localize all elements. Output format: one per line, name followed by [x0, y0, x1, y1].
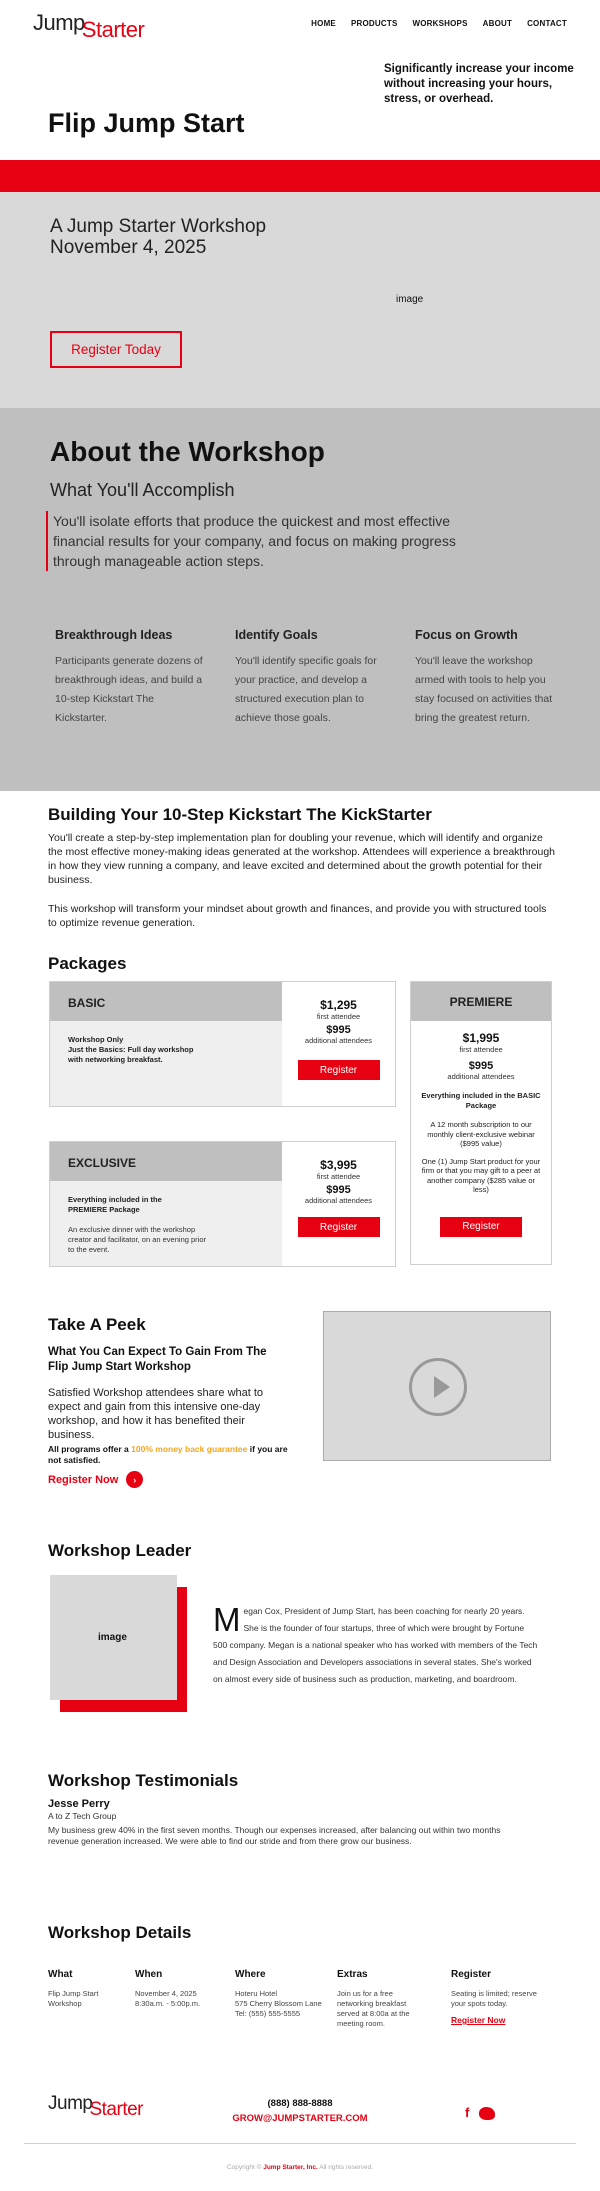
note-post: if you are not satisfied. [48, 1444, 288, 1465]
column-title: Focus on Growth [415, 628, 518, 642]
detail-heading: What [48, 1969, 73, 1980]
package-price-additional: $995 [468, 1060, 494, 1072]
building-section [0, 791, 600, 951]
price-note-additional: additional attendees [304, 1036, 373, 1045]
premiere-item-2: One (1) Jump Start product for your firm or that you may gift to a peer at another company ($285 value or less) [421, 1156, 541, 1194]
package-description-extra: An exclusive dinner with the workshop creator and facilitator, on an evening prior to the event. [68, 1225, 206, 1254]
detail-when [135, 1969, 225, 2009]
leader-photo [50, 1575, 177, 1700]
package-name: PREMIERE [411, 982, 551, 1021]
package-info [50, 982, 282, 1106]
testimonials-title: Workshop Testimonials [48, 1771, 239, 1790]
detail-text: Hoteru Hotel 575 Cherry Blossom Lane Tel: (555) 555-5555 [235, 1989, 322, 2018]
peek-subtitle: What You Can Expect To Gain From The Flip Jump Start Workshop [48, 1346, 267, 1373]
nav-about[interactable]: ABOUT [482, 19, 513, 28]
about-column [55, 628, 205, 728]
logo-part1: Jump [33, 10, 85, 35]
column-text: You'll identify specific goals for your practice, and develop a structured execution plan to achieve those goals. [235, 655, 377, 724]
detail-what [48, 1969, 123, 2009]
package-description: Everything included in the PREMIERE Package [68, 1195, 162, 1214]
detail-text: November 4, 2025 8:30a.m. - 5:00p.m. [135, 1989, 201, 2008]
testimonial-company: A to Z Tech Group [48, 1811, 117, 1821]
detail-heading: When [135, 1969, 163, 1980]
package-price-additional: $995 [326, 1184, 351, 1196]
play-icon[interactable] [409, 1358, 467, 1416]
building-paragraph-2: This workshop will transform your mindset about growth and finances, and provide you with structured tools to optimize revenue generation. [48, 903, 547, 929]
register-exclusive-button[interactable]: Register [298, 1217, 380, 1237]
package-pricing [282, 982, 395, 1106]
package-basic [49, 981, 396, 1107]
logo-part2: Starter [81, 17, 145, 42]
price-note: first attendee [316, 1012, 361, 1021]
about-quote: You'll isolate efforts that produce the quickest and most effective financial results for your company, and focus on making progress through manageable action steps. [46, 511, 486, 571]
page-title: Flip Jump Start [48, 108, 245, 138]
nav-products[interactable]: PRODUCTS [350, 19, 398, 28]
leader-title: Workshop Leader [48, 1541, 192, 1560]
footer-divider [24, 2143, 576, 2144]
nav-home[interactable]: HOME [311, 19, 336, 28]
detail-text: Join us for a free networking breakfast served at 8:00a at the meeting room. [337, 1989, 410, 2028]
package-name: BASIC [50, 982, 282, 1021]
package-price: $1,295 [320, 998, 357, 1012]
guarantee-note [48, 1444, 288, 1466]
nav-workshops[interactable]: WORKSHOPS [412, 19, 468, 28]
premiere-includes: Everything included in the BASIC Package [421, 1091, 541, 1110]
footer-email[interactable]: GROW@JUMPSTARTER.COM [232, 2113, 368, 2124]
package-info [50, 1142, 282, 1266]
about-column [235, 628, 385, 728]
about-subtitle: What You'll Accomplish [50, 480, 235, 500]
copyright-post: All rights reserved. [319, 2164, 374, 2171]
twitter-icon[interactable] [479, 2107, 495, 2120]
column-title: Breakthrough Ideas [55, 628, 173, 642]
copyright-brand[interactable]: Jump Starter, Inc. [263, 2164, 318, 2171]
packages-title: Packages [48, 954, 127, 973]
column-text: You'll leave the workshop armed with tools to help you stay focused on activities that bring the greatest return. [415, 655, 553, 724]
package-exclusive [49, 1141, 396, 1267]
detail-text: Flip Jump Start Workshop [48, 1989, 99, 2008]
testimonials-section [0, 1771, 600, 1921]
price-note-additional: additional attendees [447, 1072, 515, 1081]
detail-heading: Register [451, 1969, 492, 1980]
copyright-pre: Copyright © [226, 2164, 262, 2171]
details-title: Workshop Details [48, 1923, 192, 1942]
details-register-now-link[interactable]: Register Now [451, 2015, 506, 2025]
about-title: About the Workshop [50, 436, 325, 467]
peek-section [0, 1311, 600, 1541]
about-columns [55, 628, 565, 728]
details-section [0, 1921, 600, 2081]
leader-section [0, 1541, 600, 1771]
about-column [415, 628, 565, 728]
header [0, 0, 600, 160]
detail-where [235, 1969, 335, 2019]
building-paragraph-1: You'll create a step-by-step implementation plan for doubling your revenue, which will identify and organize the most effective money-making ideas generated at the workshop. Attendees will experience a breakthrough in how they view running a company, and leave excited and determined about the growth potential for their business. [48, 832, 556, 886]
bio-text: egan Cox, President of Jump Start, has been coaching for nearly 20 years. She is the founder of four startups, three of which were brought by Fortune 500 company. Megan is a national speaker who has worked with members of the Tech and Design Association and Developers associations in several states. She's worked on almost every side of business such as production, marketing, and boardroom. [213, 1606, 538, 1684]
package-price-additional: $995 [326, 1024, 351, 1036]
nav-contact[interactable]: CONTACT [527, 19, 567, 28]
package-price: $1,995 [462, 1031, 500, 1045]
social-links [465, 2105, 495, 2120]
building-title: Building Your 10-Step Kickstart The KickStarter [48, 805, 432, 824]
guarantee-highlight: 100% money back guarantee [131, 1444, 248, 1454]
peek-description: Satisfied Workshop attendees share what to expect and gain from this intensive one-day workshop, and how it has benefited their business. [48, 1387, 264, 1441]
arrow-right-icon: › [126, 1471, 143, 1488]
facebook-icon[interactable]: f [465, 2105, 470, 2120]
register-premiere-button[interactable]: Register [440, 1217, 522, 1237]
column-text: Participants generate dozens of breakthrough ideas, and build a 10-step Kickstart The Kickstarter. [55, 655, 203, 724]
footer-phone: (888) 888-8888 [267, 2098, 333, 2109]
register-today-button[interactable]: Register Today [50, 331, 182, 368]
hero-subtitle: A Jump Starter Workshop [50, 216, 267, 237]
footer [0, 2081, 600, 2191]
package-premiere [410, 981, 552, 1265]
about-section [0, 408, 600, 791]
testimonial-text: My business grew 40% in the first seven months. Though our expenses increased, after balancing out within two months revenue generation increased. We were able to find our stride and from there grow our business. [48, 1825, 501, 1846]
tagline [384, 62, 574, 107]
package-price: $3,995 [320, 1158, 357, 1172]
register-now-link[interactable] [48, 1471, 143, 1488]
price-note: first attendee [316, 1172, 361, 1181]
logo-part1: Jump [48, 2093, 93, 2114]
leader-bio [213, 1603, 538, 1688]
logo[interactable] [33, 10, 145, 42]
tagline-rest: increase your income without increasing your hours, stress, or overhead. [384, 63, 574, 105]
packages-section [0, 951, 600, 1311]
tagline-bold: Significantly [384, 63, 453, 75]
detail-text: Seating is limited; reserve your spots today. [451, 1989, 537, 2008]
hero-date: November 4, 2025 [50, 237, 207, 258]
peek-title: Take A Peek [48, 1315, 146, 1334]
note-pre: All programs offer a [48, 1444, 129, 1454]
main-nav [311, 19, 567, 28]
video-player[interactable] [323, 1311, 551, 1461]
price-note: first attendee [459, 1045, 503, 1054]
package-description: Workshop Only Just the Basics: Full day workshop with networking breakfast. [68, 1035, 194, 1064]
register-now-label: Register Now [48, 1473, 119, 1486]
detail-register [451, 1969, 551, 2025]
package-pricing [282, 1142, 395, 1266]
package-name: EXCLUSIVE [50, 1142, 282, 1181]
detail-heading: Extras [337, 1969, 368, 1980]
detail-extras [337, 1969, 422, 2029]
testimonial-author: Jesse Perry [48, 1798, 110, 1810]
register-basic-button[interactable]: Register [298, 1060, 380, 1080]
hero-section [0, 192, 600, 408]
logo-part2: Starter [89, 2099, 143, 2120]
drop-cap: M [213, 1601, 241, 1638]
red-accent-bar [0, 160, 600, 192]
premiere-item-1: A 12 month subscription to our monthly client-exclusive webinar ($995 value) [427, 1120, 535, 1148]
photo-placeholder-label: image [98, 1632, 127, 1643]
column-title: Identify Goals [235, 628, 318, 642]
hero-image-placeholder: image [396, 294, 424, 305]
detail-heading: Where [235, 1969, 266, 1980]
copyright [0, 2164, 600, 2171]
price-note-additional: additional attendees [304, 1196, 373, 1205]
